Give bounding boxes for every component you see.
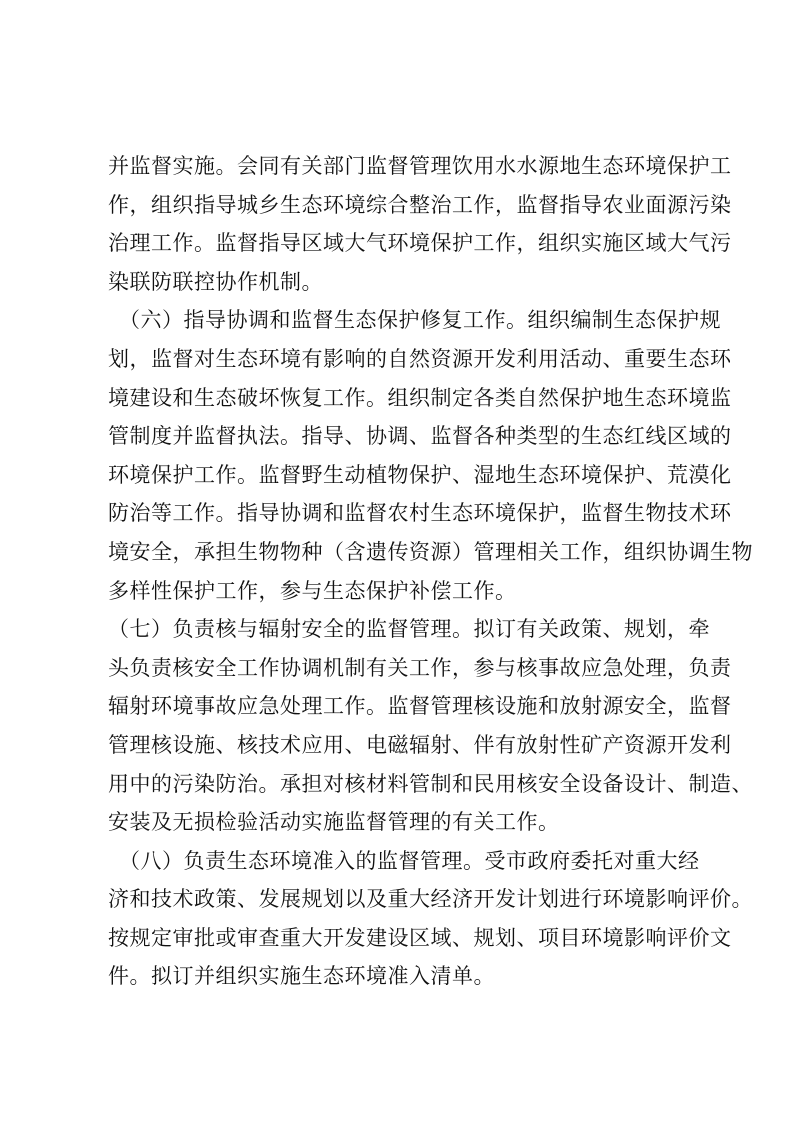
text-line: 件。拟订并组织实施生态环境准入清单。 [108,964,495,989]
document-body [108,147,753,996]
paragraph-continuation [108,147,732,301]
paragraph-section-8 [108,842,753,996]
text-line: （八）负责生态环境准入的监督管理。受市政府委托对重大经 [108,848,700,873]
text-line: 管理核设施、核技术应用、电磁辐射、伴有放射性矿产资源开发利 [108,732,732,757]
paragraph-section-7 [108,610,753,842]
text-line: 管制度并监督执法。指导、协调、监督各种类型的生态红线区域的 [108,424,732,449]
text-line: 划，监督对生态环境有影响的自然资源开发利用活动、重要生态环 [108,346,732,371]
text-line: 境建设和生态破坏恢复工作。组织制定各类自然保护地生态环境监 [108,385,732,410]
text-line: 按规定审批或审查重大开发建设区域、规划、项目环境影响评价文 [108,925,732,950]
text-line: 头负责核安全工作协调机制有关工作，参与核事故应急处理，负责 [108,655,732,680]
paragraph-section-6 [108,301,753,610]
text-line: 多样性保护工作，参与生态保护补偿工作。 [108,578,517,603]
text-line: 并监督实施。会同有关部门监督管理饮用水水源地生态环境保护工 [108,154,732,178]
text-line: 辐射环境事故应急处理工作。监督管理核设施和放射源安全，监督 [108,694,732,719]
text-line: （六）指导协调和监督生态保护修复工作。组织编制生态保护规 [108,308,721,333]
text-line: 环境保护工作。监督野生动植物保护、湿地生态环境保护、荒漠化 [108,462,732,487]
text-line: （七）负责核与辐射安全的监督管理。拟订有关政策、规划，牵 [108,617,710,642]
text-line: 境安全，承担生物物种（含遗传资源）管理相关工作，组织协调生物 [108,539,753,564]
text-line: 作，组织指导城乡生态环境综合整治工作，监督指导农业面源污染 [108,192,732,217]
text-line: 防治等工作。指导协调和监督农村生态环境保护，监督生物技术环 [108,501,732,526]
text-line: 用中的污染防治。承担对核材料管制和民用核安全设备设计、制造、 [108,771,753,796]
text-line: 济和技术政策、发展规划以及重大经济开发计划进行环境影响评价。 [108,887,753,912]
text-line: 治理工作。监督指导区域大气环境保护工作，组织实施区域大气污 [108,231,732,256]
text-line: 染联防联控协作机制。 [108,269,323,294]
text-line: 安装及无损检验活动实施监督管理的有关工作。 [108,810,560,835]
